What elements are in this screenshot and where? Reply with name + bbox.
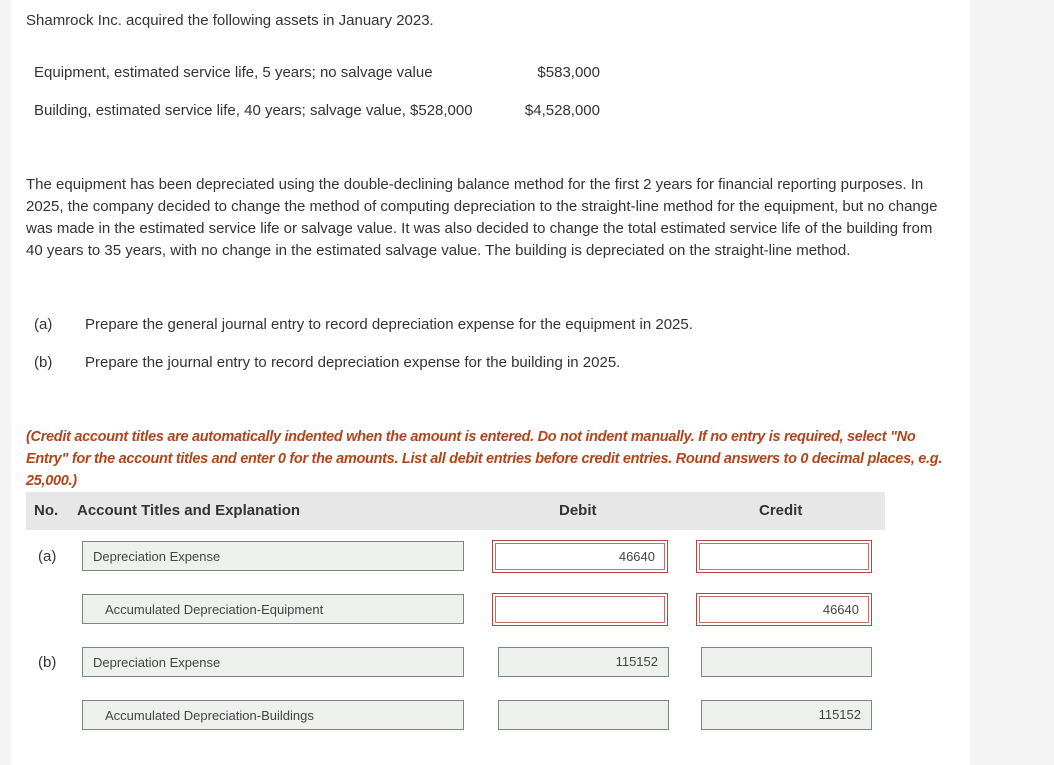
journal-table-header [26, 492, 885, 530]
entry-a-tag: (a) [38, 548, 57, 565]
credit-field[interactable] [696, 540, 872, 573]
asset-building-label: Building, estimated service life, 40 years; salvage value, $528,000 [34, 102, 473, 119]
asset-building-value: $4,528,000 [524, 102, 600, 119]
task-b-text: Prepare the journal entry to record depreciation expense for the building in 2025. [85, 354, 621, 371]
debit-field[interactable] [498, 700, 669, 730]
header-debit: Debit [559, 502, 597, 519]
header-account: Account Titles and Explanation [77, 502, 301, 519]
instructions: (Credit account titles are automatically indented when the amount is entered. Do not indent manually. If no entry is required, select "No Entry" for the account titles and enter 0 for the amounts. List all debit entries before credit entries. Round answers to 0 decimal places, e.g. 25,000.) [26, 429, 943, 489]
task-a-tag: (a) [34, 316, 53, 333]
header-credit: Credit [759, 502, 803, 519]
task-b-tag: (b) [34, 354, 53, 371]
debit-field[interactable] [492, 593, 668, 626]
credit-field[interactable]: 115152 [701, 700, 872, 730]
header-no: No. [34, 502, 59, 519]
asset-equipment-value: $583,000 [537, 64, 600, 81]
account-title-field[interactable]: Depreciation Expense [82, 647, 464, 677]
asset-equipment-label: Equipment, estimated service life, 5 years; no salvage value [34, 64, 433, 81]
problem-description: The equipment has been depreciated using the double-declining balance method for the first 2 years for financial reporting purposes. In 2025, the company decided to change the method of computing depreciation to the straight-line method for the equipment, but no change was made in the estimated service life or salvage value. It was also decided to change the total estimated service life of the building from 40 years to 35 years, with no change in the estimated salvage value. The building is depreciated on the straight-line method. [26, 176, 938, 259]
credit-field[interactable] [701, 647, 872, 677]
entry-b-tag: (b) [38, 654, 57, 671]
debit-field[interactable]: 115152 [498, 647, 669, 677]
account-title-field[interactable]: Accumulated Depreciation-Buildings [82, 700, 464, 730]
account-title-field[interactable]: Accumulated Depreciation-Equipment [82, 594, 464, 624]
task-a-text: Prepare the general journal entry to record depreciation expense for the equipment in 2025. [85, 316, 693, 333]
credit-field[interactable]: 46640 [696, 593, 872, 626]
intro-text: Shamrock Inc. acquired the following assets in January 2023. [26, 12, 434, 29]
debit-field[interactable]: 46640 [492, 540, 668, 573]
account-title-field[interactable]: Depreciation Expense [82, 541, 464, 571]
